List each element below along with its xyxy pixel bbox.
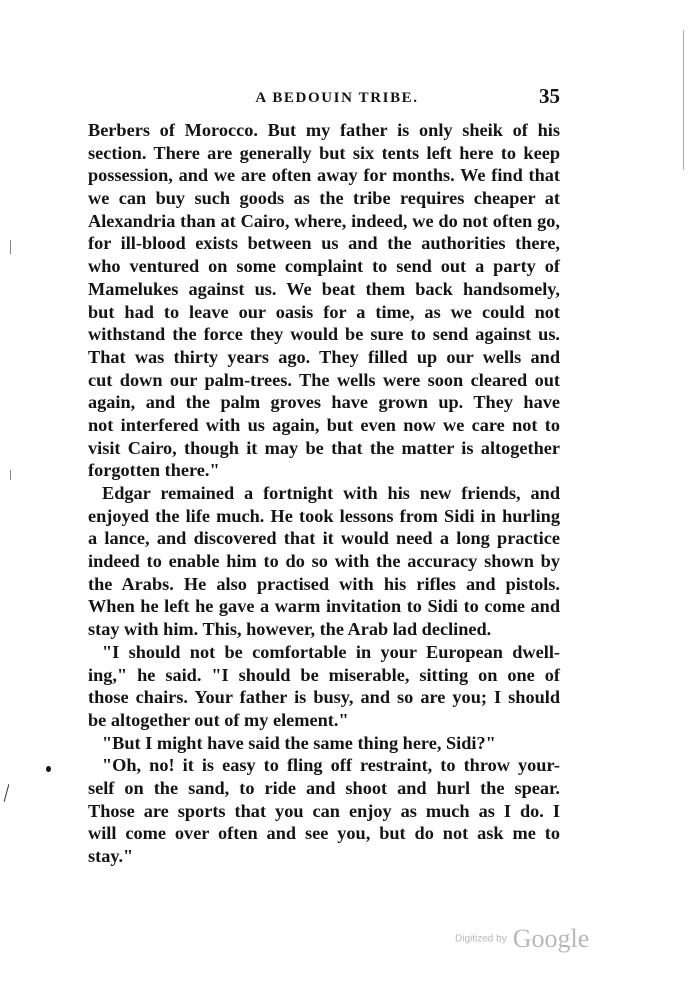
text-line: enjoyed the life much. He took lessons from Sidi in hurling <box>88 505 560 526</box>
page-number: 35 <box>539 84 560 108</box>
text-line: stay." <box>88 846 134 866</box>
text-line: not interfered with us again, but even now we care not to <box>88 414 560 435</box>
text-line: a lance, and discovered that it would need a long practice <box>88 528 560 549</box>
text-line: visit Cairo, though it may be that the matter is altogether <box>88 437 560 458</box>
text-line: "I should not be comfortable in your European dwell- <box>102 641 560 662</box>
text-line: Edgar remained a fortnight with his new friends, and <box>102 483 560 503</box>
text-line: be altogether out of my element." <box>88 709 349 730</box>
watermark-brand: Google <box>512 924 590 953</box>
text-line: Mamelukes against us. We beat them back handsomely, <box>88 278 560 299</box>
text-line: That was thirty years ago. They filled up our wells and <box>88 346 560 367</box>
scan-edge-mark <box>10 240 11 254</box>
scan-speck <box>46 766 51 772</box>
text-line: the Arabs. He also practised with his rifles and pistols. <box>88 573 560 594</box>
watermark-prefix: Digitized by <box>455 933 507 945</box>
text-line: those chairs. Your father is busy, and so are you; I should <box>88 687 560 708</box>
text-line: When he left he gave a warm invitation to Sidi to come and <box>88 596 560 617</box>
text-line: cut down our palm-trees. The wells were soon cleared out <box>88 369 560 390</box>
scan-edge-mark <box>4 784 10 802</box>
text-line: for ill-blood exists between us and the authorities there, <box>88 233 560 254</box>
text-line: stay with him. This, however, the Arab lad declined. <box>88 619 492 640</box>
text-line: Those are sports that you can enjoy as much as I do. I <box>88 800 560 821</box>
text-line: withstand the force they would be sure to send against us. <box>88 324 560 345</box>
body-text <box>88 119 560 868</box>
text-line: ing," he said. "I should be miserable, sitting on one of <box>88 664 560 685</box>
text-line: we can buy such goods as the tribe requires cheaper at <box>88 188 560 209</box>
scan-edge-mark <box>10 470 11 480</box>
google-watermark <box>455 924 589 954</box>
text-line: possession, and we are often away for months. We find that <box>88 165 560 186</box>
text-line: Alexandria than at Cairo, where, indeed, we do not often go, <box>88 210 560 231</box>
scan-edge-mark <box>683 30 684 170</box>
text-line: self on the sand, to ride and shoot and hurl the spear. <box>88 777 560 798</box>
text-line: forgotten there." <box>88 460 220 481</box>
running-title: A BEDOUIN TRIBE. <box>255 90 419 106</box>
page-header <box>88 84 560 110</box>
text-line: "Oh, no! it is easy to fling off restraint, to throw your- <box>102 755 560 776</box>
text-line: section. There are generally but six tents left here to keep <box>88 142 560 163</box>
text-line: Berbers of Morocco. But my father is only sheik of his <box>88 120 560 140</box>
text-line: but had to leave our oasis for a time, as we could not <box>88 301 560 322</box>
text-line: "But I might have said the same thing here, Sidi?" <box>102 732 496 753</box>
text-line: who ventured on some complaint to send out a party of <box>88 256 560 277</box>
text-line: indeed to enable him to do so with the accuracy shown by <box>88 551 560 572</box>
text-line: will come over often and see you, but do not ask me to <box>88 823 560 844</box>
text-line: again, and the palm groves have grown up. They have <box>88 392 560 413</box>
